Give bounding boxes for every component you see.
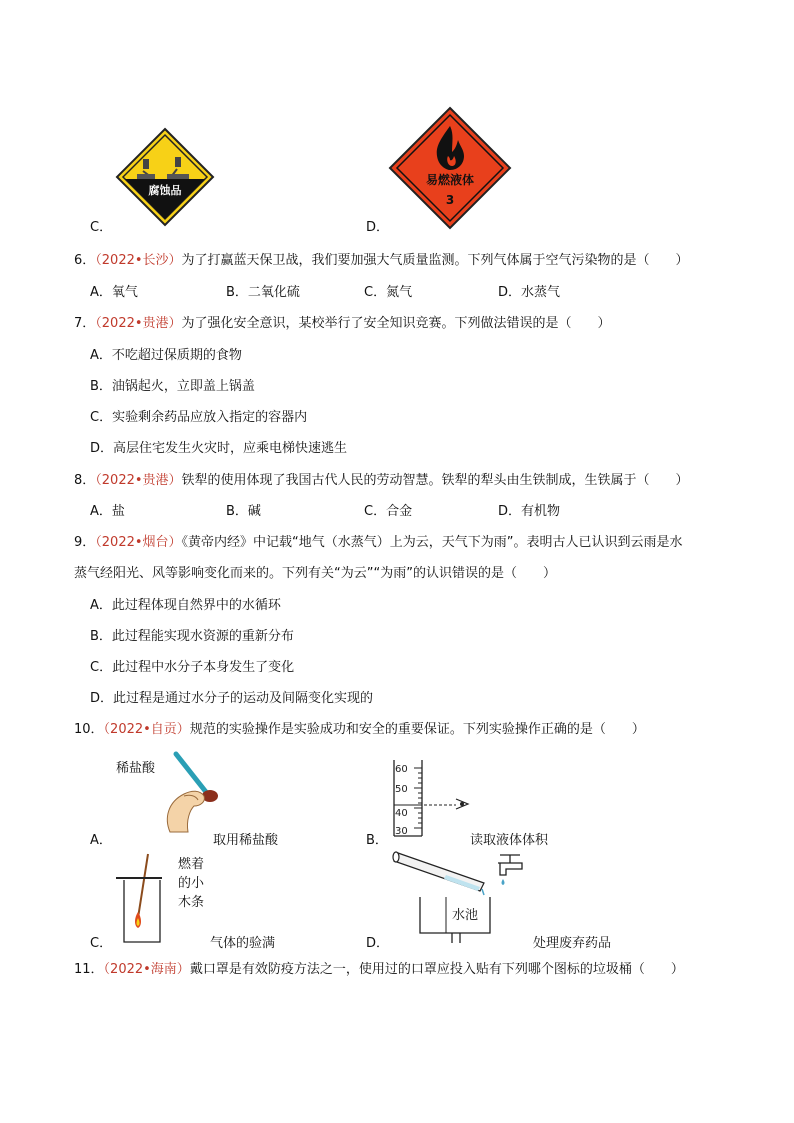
cylinder-tick-30: 30 <box>395 826 408 837</box>
question-source: （2022•长沙） <box>95 253 182 268</box>
splint-label-line2: 的小 <box>178 876 205 891</box>
q8-stem <box>74 469 689 488</box>
q9-stem-line1 <box>74 531 683 550</box>
q8-option-a: A．盐 <box>90 504 125 519</box>
q10-caption-a: 取用稀盐酸 <box>213 833 279 848</box>
sink-label: 水池 <box>452 908 479 923</box>
question-number: 9． <box>74 535 96 550</box>
question-text: 铁犁的使用体现了我国古代人民的劳动智慧。铁犁的犁头由生铁制成，生铁属于（ ） <box>181 473 689 488</box>
corrosive-sign-label: 腐蚀品 <box>148 184 182 197</box>
cylinder-tick-40: 40 <box>395 808 408 819</box>
q8-option-c: C．合金 <box>364 504 413 519</box>
q6-option-b: B．二氧化硫 <box>226 285 300 300</box>
q10-option-a: A． <box>90 833 112 848</box>
q10-option-d: D． <box>366 936 390 951</box>
q10-option-b: B． <box>366 833 388 848</box>
question-number: 11． <box>74 962 104 977</box>
q7-option-b: B．油锅起火，立即盖上锅盖 <box>90 379 255 394</box>
q7-stem <box>74 312 611 331</box>
q9-option-b: B．此过程能实现水资源的重新分布 <box>90 629 294 644</box>
q5-option-c: C． <box>90 220 113 235</box>
sink-disposal-icon <box>390 845 530 945</box>
question-text: 为了强化安全意识，某校举行了安全知识竞赛。下列做法错误的是（ ） <box>181 316 611 331</box>
q6-option-c: C．氮气 <box>364 285 413 300</box>
question-number: 8． <box>74 473 96 488</box>
q9-option-c: C．此过程中水分子本身发生了变化 <box>90 660 295 675</box>
graduated-cylinder-icon <box>390 758 480 840</box>
question-text: 规范的实验操作是实验成功和安全的重要保证。下列实验操作正确的是（ ） <box>189 722 645 737</box>
question-text: 戴口罩是有效防疫方法之一，使用过的口罩应投入贴有下列哪个图标的垃圾桶（ ） <box>189 962 684 977</box>
q9-option-a: A．此过程体现自然界中的水循环 <box>90 598 281 613</box>
question-text: 为了打赢蓝天保卫战，我们要加强大气质量监测。下列气体属于空气污染物的是（ ） <box>181 253 689 268</box>
question-number: 10． <box>74 722 104 737</box>
dropper-hand-icon <box>150 750 230 835</box>
question-text: 《黄帝内经》中记载“地气（水蒸气）上为云，天气下为雨”。表明古人已认识到云雨是水 <box>181 535 683 550</box>
question-source: （2022•自贡） <box>103 722 190 737</box>
q7-option-a: A．不吃超过保质期的食物 <box>90 348 242 363</box>
question-source: （2022•贵港） <box>95 316 182 331</box>
q10-caption-b: 读取液体体积 <box>470 833 549 848</box>
splint-label <box>178 855 204 912</box>
cylinder-tick-60: 60 <box>395 764 408 775</box>
q6-option-d: D．水蒸气 <box>498 285 561 300</box>
gas-bottle-splint-icon <box>112 852 172 946</box>
question-number: 6． <box>74 253 96 268</box>
corrosive-sign-icon <box>115 127 215 227</box>
flammable-sign-label: 易燃液体 <box>425 173 475 187</box>
q10-caption-d: 处理废弃药品 <box>533 936 612 951</box>
q5-option-d: D． <box>366 220 390 235</box>
q10-option-c: C． <box>90 936 113 951</box>
question-source: （2022•烟台） <box>95 535 182 550</box>
dropper-label: 稀盐酸 <box>116 761 156 776</box>
splint-label-line1: 燃着 <box>178 857 205 872</box>
q9-option-d: D．此过程是通过水分子的运动及间隔变化实现的 <box>90 691 374 706</box>
flammable-sign-number: 3 <box>445 193 455 207</box>
q7-option-c: C．实验剩余药品应放入指定的容器内 <box>90 410 308 425</box>
question-source: （2022•海南） <box>103 962 190 977</box>
question-number: 7． <box>74 316 96 331</box>
q7-option-d: D．高层住宅发生火灾时，应乘电梯快速逃生 <box>90 441 348 456</box>
q10-stem <box>74 718 645 737</box>
cylinder-tick-50: 50 <box>395 784 408 795</box>
q9-stem-line2: 蒸气经阳光、风等影响变化而来的。下列有关“为云”“为雨”的认识错误的是（ ） <box>74 566 556 581</box>
q6-stem <box>74 249 689 268</box>
q8-option-d: D．有机物 <box>498 504 561 519</box>
q6-option-a: A．氧气 <box>90 285 138 300</box>
q11-stem <box>74 958 684 977</box>
q8-option-b: B．碱 <box>226 504 261 519</box>
flammable-liquid-sign-icon <box>388 106 512 230</box>
question-source: （2022•贵港） <box>95 473 182 488</box>
q10-caption-c: 气体的验满 <box>210 936 276 951</box>
splint-label-line3: 木条 <box>178 895 205 910</box>
